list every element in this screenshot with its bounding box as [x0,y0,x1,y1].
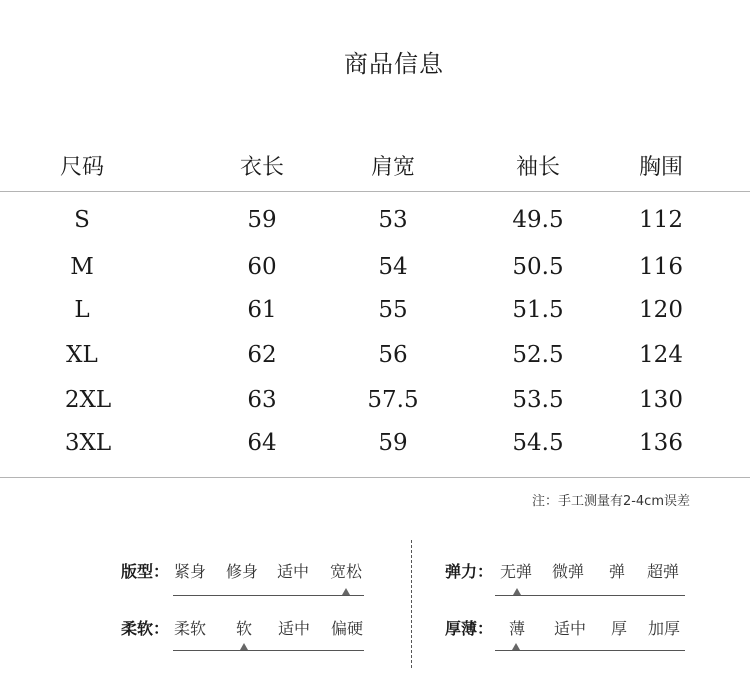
chest-cell: 130 [639,387,683,413]
chest-cell: 120 [639,297,683,323]
scale-line [495,595,685,596]
chest-cell: 112 [639,207,683,233]
option: 偏硬 [330,619,364,638]
sleeve-cell: 53.5 [512,387,564,413]
selected-marker [513,588,521,595]
option: 加厚 [647,619,681,638]
sleeve-cell: 50.5 [512,254,564,280]
option: 修身 [225,562,259,581]
shoulder-cell: 53 [378,207,408,233]
shoulder-cell: 57.5 [367,387,419,413]
option: 微弹 [551,562,585,581]
chest-cell: 124 [639,342,683,368]
divider [411,540,412,668]
sleeve-cell: 51.5 [512,297,564,323]
header-size: 尺码 [59,155,105,180]
size-cell: M [70,254,94,280]
length-cell: 64 [247,430,277,456]
option: 柔软 [173,619,207,638]
selected-marker [240,643,248,650]
option: 软 [235,619,253,638]
chest-cell: 136 [639,430,683,456]
scale-line [495,650,685,651]
attribute-label: 版型： [121,562,170,581]
sleeve-cell: 52.5 [512,342,564,368]
size-cell: XL [66,342,98,368]
option: 适中 [276,562,310,581]
length-cell: 60 [247,254,277,280]
table-bottom-rule [0,477,750,478]
page-title: 商品信息 [344,50,444,78]
length-cell: 63 [247,387,277,413]
shoulder-cell: 54 [378,254,408,280]
option: 适中 [277,619,311,638]
scale-line [173,595,364,596]
option: 厚 [610,619,628,638]
size-cell: L [74,297,90,323]
option: 薄 [508,619,526,638]
length-cell: 62 [247,342,277,368]
option: 宽松 [329,562,363,581]
length-cell: 59 [247,207,277,233]
option: 弹 [608,562,626,581]
shoulder-cell: 56 [378,342,408,368]
header-chest: 胸围 [638,155,684,180]
header-length: 衣长 [239,155,285,180]
measurement-note: 注：手工测量有2-4cm误差 [531,494,690,509]
header-sleeve: 袖长 [515,155,561,180]
attribute-label: 柔软： [121,619,170,638]
header-shoulder: 肩宽 [370,155,416,180]
sleeve-cell: 54.5 [512,430,564,456]
option: 适中 [553,619,587,638]
size-cell: 2XL [64,387,112,413]
option: 紧身 [173,562,207,581]
option: 无弹 [499,562,533,581]
attribute-label: 弹力： [445,562,494,581]
scale-line [173,650,364,651]
shoulder-cell: 55 [378,297,408,323]
sleeve-cell: 49.5 [512,207,564,233]
selected-marker [342,588,350,595]
attribute-label: 厚薄： [445,619,494,638]
chest-cell: 116 [639,254,683,280]
option: 超弹 [646,562,680,581]
selected-marker [512,643,520,650]
shoulder-cell: 59 [378,430,408,456]
table-top-rule [0,191,750,192]
length-cell: 61 [247,297,277,323]
size-cell: S [74,207,90,233]
size-cell: 3XL [64,430,112,456]
